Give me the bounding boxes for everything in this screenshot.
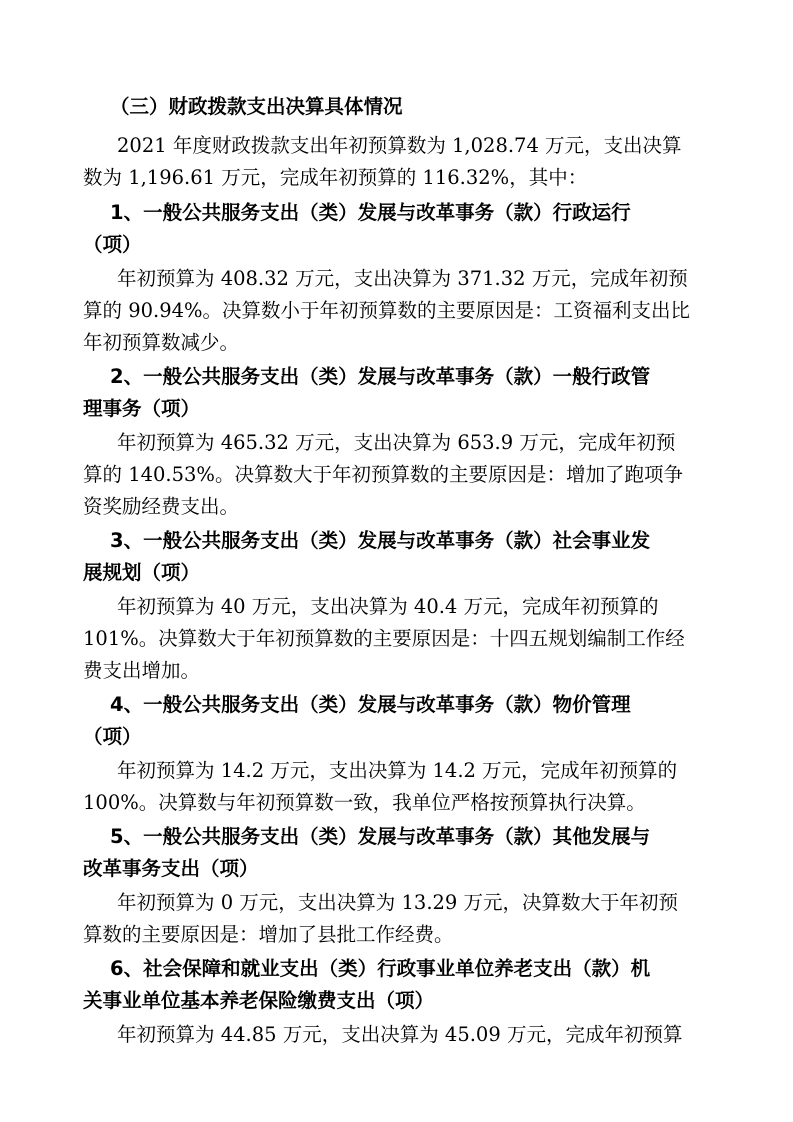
item-heading: （项） bbox=[83, 233, 142, 256]
item-body-line: 年初预算为 408.32 万元，支出决算为 371.32 万元，完成年初预 bbox=[117, 267, 688, 290]
item-heading: 2、一般公共服务支出（类）发展与改革事务（款）一般行政管 bbox=[110, 365, 651, 388]
item-body-line: 年初预算为 44.85 万元，支出决算为 45.09 万元，完成年初预算 bbox=[117, 1023, 683, 1046]
item-heading: 关事业单位基本养老保险缴费支出（项） bbox=[83, 989, 435, 1012]
item-body-line: 年初预算为 465.32 万元，支出决算为 653.9 万元，完成年初预 bbox=[117, 431, 676, 454]
item-body-line: 算的 90.94%。决算数小于年初预算数的主要原因是：工资福利支出比 bbox=[83, 299, 691, 322]
section-title: （三）财政拨款支出决算具体情况 bbox=[110, 95, 403, 118]
item-body-line: 资奖励经费支出。 bbox=[83, 495, 240, 518]
item-body-line: 费支出增加。 bbox=[83, 659, 201, 682]
item-heading: （项） bbox=[83, 725, 142, 748]
intro-line: 数为 1,196.61 万元，完成年初预算的 116.32%，其中： bbox=[83, 166, 588, 189]
item-body-line: 年初预算为 0 万元，支出决算为 13.29 万元，决算数大于年初预 bbox=[117, 891, 679, 914]
item-body-line: 算数的主要原因是：增加了县批工作经费。 bbox=[83, 923, 454, 946]
item-heading: 展规划（项） bbox=[83, 561, 201, 584]
item-heading: 6、社会保障和就业支出（类）行政事业单位养老支出（款）机 bbox=[110, 957, 651, 980]
item-heading: 理事务（项） bbox=[83, 397, 201, 420]
item-body-line: 100%。决算数与年初预算数一致，我单位严格按预算执行决算。 bbox=[83, 791, 646, 814]
item-body-line: 年初预算为 40 万元，支出决算为 40.4 万元，完成年初预算的 bbox=[117, 595, 659, 618]
item-heading: 改革事务支出（项） bbox=[83, 857, 259, 880]
intro-line: 2021 年度财政拨款支出年初预算数为 1,028.74 万元，支出决算 bbox=[117, 134, 682, 157]
item-heading: 5、一般公共服务支出（类）发展与改革事务（款）其他发展与 bbox=[110, 825, 651, 848]
item-heading: 1、一般公共服务支出（类）发展与改革事务（款）行政运行 bbox=[110, 201, 631, 224]
item-body-line: 算的 140.53%。决算数大于年初预算数的主要原因是：增加了跑项争 bbox=[83, 463, 683, 486]
item-body-line: 年初预算数减少。 bbox=[83, 331, 240, 354]
item-heading: 4、一般公共服务支出（类）发展与改革事务（款）物价管理 bbox=[110, 693, 631, 716]
item-heading: 3、一般公共服务支出（类）发展与改革事务（款）社会事业发 bbox=[110, 529, 651, 552]
item-body-line: 年初预算为 14.2 万元，支出决算为 14.2 万元，完成年初预算的 bbox=[117, 759, 678, 782]
item-body-line: 101%。决算数大于年初预算数的主要原因是：十四五规划编制工作经 bbox=[83, 627, 685, 650]
